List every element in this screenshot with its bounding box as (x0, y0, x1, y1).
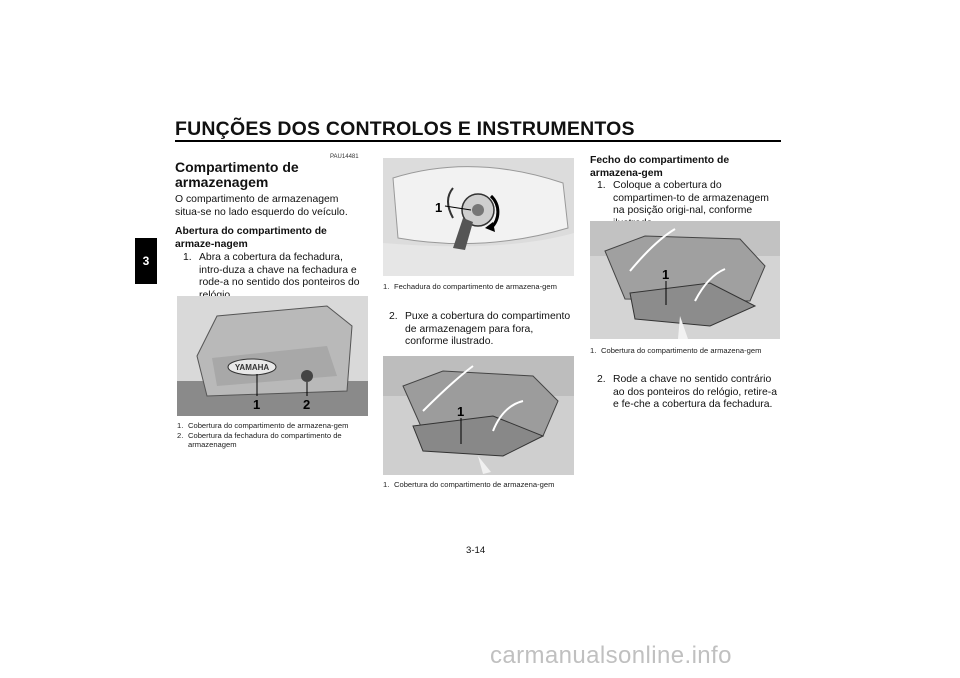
step-text: Rode a chave no sentido contrário ao dos ponteiros do relógio, retire-a e fe-che a cobertura da fechadura. (613, 374, 778, 411)
caption-item (177, 431, 367, 449)
opening-step-1 (183, 252, 367, 302)
photo-callout-2: 2 (303, 397, 311, 412)
photo-callout-1: 1 (435, 200, 443, 215)
caption-number: 1. (590, 346, 597, 355)
page-number: 3-14 (466, 545, 486, 556)
photo-storage-cover (177, 296, 368, 416)
page-title: FUNÇÕES DOS CONTROLOS E INSTRUMENTOS (175, 118, 635, 140)
caption-item (177, 421, 367, 430)
title-rule (175, 140, 781, 142)
caption-list-1 (177, 421, 367, 451)
doc-code: PAU14481 (330, 154, 359, 160)
closing-heading: Fecho do compartimento de armazena-gem (590, 155, 730, 179)
step-text: Abra a cobertura da fechadura, intro-duza a chave na fechadura e rode-a no sentido dos ponteiros do (199, 252, 360, 289)
caption-list-2a (383, 282, 573, 292)
caption-text: Cobertura do compartimento de armazena-gem (601, 346, 762, 355)
caption-text: Fechadura do compartimento de armazena-gem (394, 282, 557, 291)
step-text: Coloque a cobertura do compartimen-to de armazenagem na posição origi-nal, conforme (613, 180, 769, 217)
caption-list-2b (383, 480, 573, 490)
photo-callout-1: 1 (457, 404, 465, 419)
photo-replace-cover (590, 221, 780, 339)
step-number: 1. (597, 180, 606, 191)
closing-step-2 (597, 374, 781, 412)
step-number: 1. (183, 252, 192, 263)
opening-heading: Abertura do compartimento de armaze-nagem (175, 226, 327, 250)
photo-callout-1: 1 (662, 267, 670, 282)
photo-callout-1: 1 (253, 397, 261, 412)
photo-pull-cover (383, 356, 574, 475)
caption-number: 1. (383, 282, 390, 291)
step-number: 2. (597, 374, 606, 385)
caption-number: 2. (177, 431, 184, 441)
section-title: Compartimento de armazenagem (175, 159, 299, 190)
caption-item (590, 346, 780, 355)
intro-paragraph: O compartimento de armazenagem situa-se no lado esquerdo do veículo. (175, 194, 348, 218)
caption-number: 1. (383, 480, 390, 489)
photo-lock (383, 158, 574, 276)
opening-step-2 (389, 311, 575, 349)
caption-text: Cobertura do compartimento de armazena-gem (188, 421, 349, 430)
caption-item (383, 480, 573, 489)
photo-brand-logo: YAMAHA (234, 363, 270, 372)
chapter-tab: 3 (135, 238, 157, 284)
caption-item (383, 282, 573, 291)
caption-text: Cobertura da fechadura do compartimento de armazenagem (188, 431, 342, 450)
watermark: carmanualsonline.info (490, 642, 732, 669)
caption-text: Cobertura do compartimento de armazena-gem (394, 480, 555, 489)
caption-list-3 (590, 346, 780, 356)
caption-number: 1. (177, 421, 184, 430)
step-number: 2. (389, 311, 398, 322)
step-text: Puxe a cobertura do compartimento de armazenagem para fora, conforme ilustrado. (405, 311, 571, 348)
